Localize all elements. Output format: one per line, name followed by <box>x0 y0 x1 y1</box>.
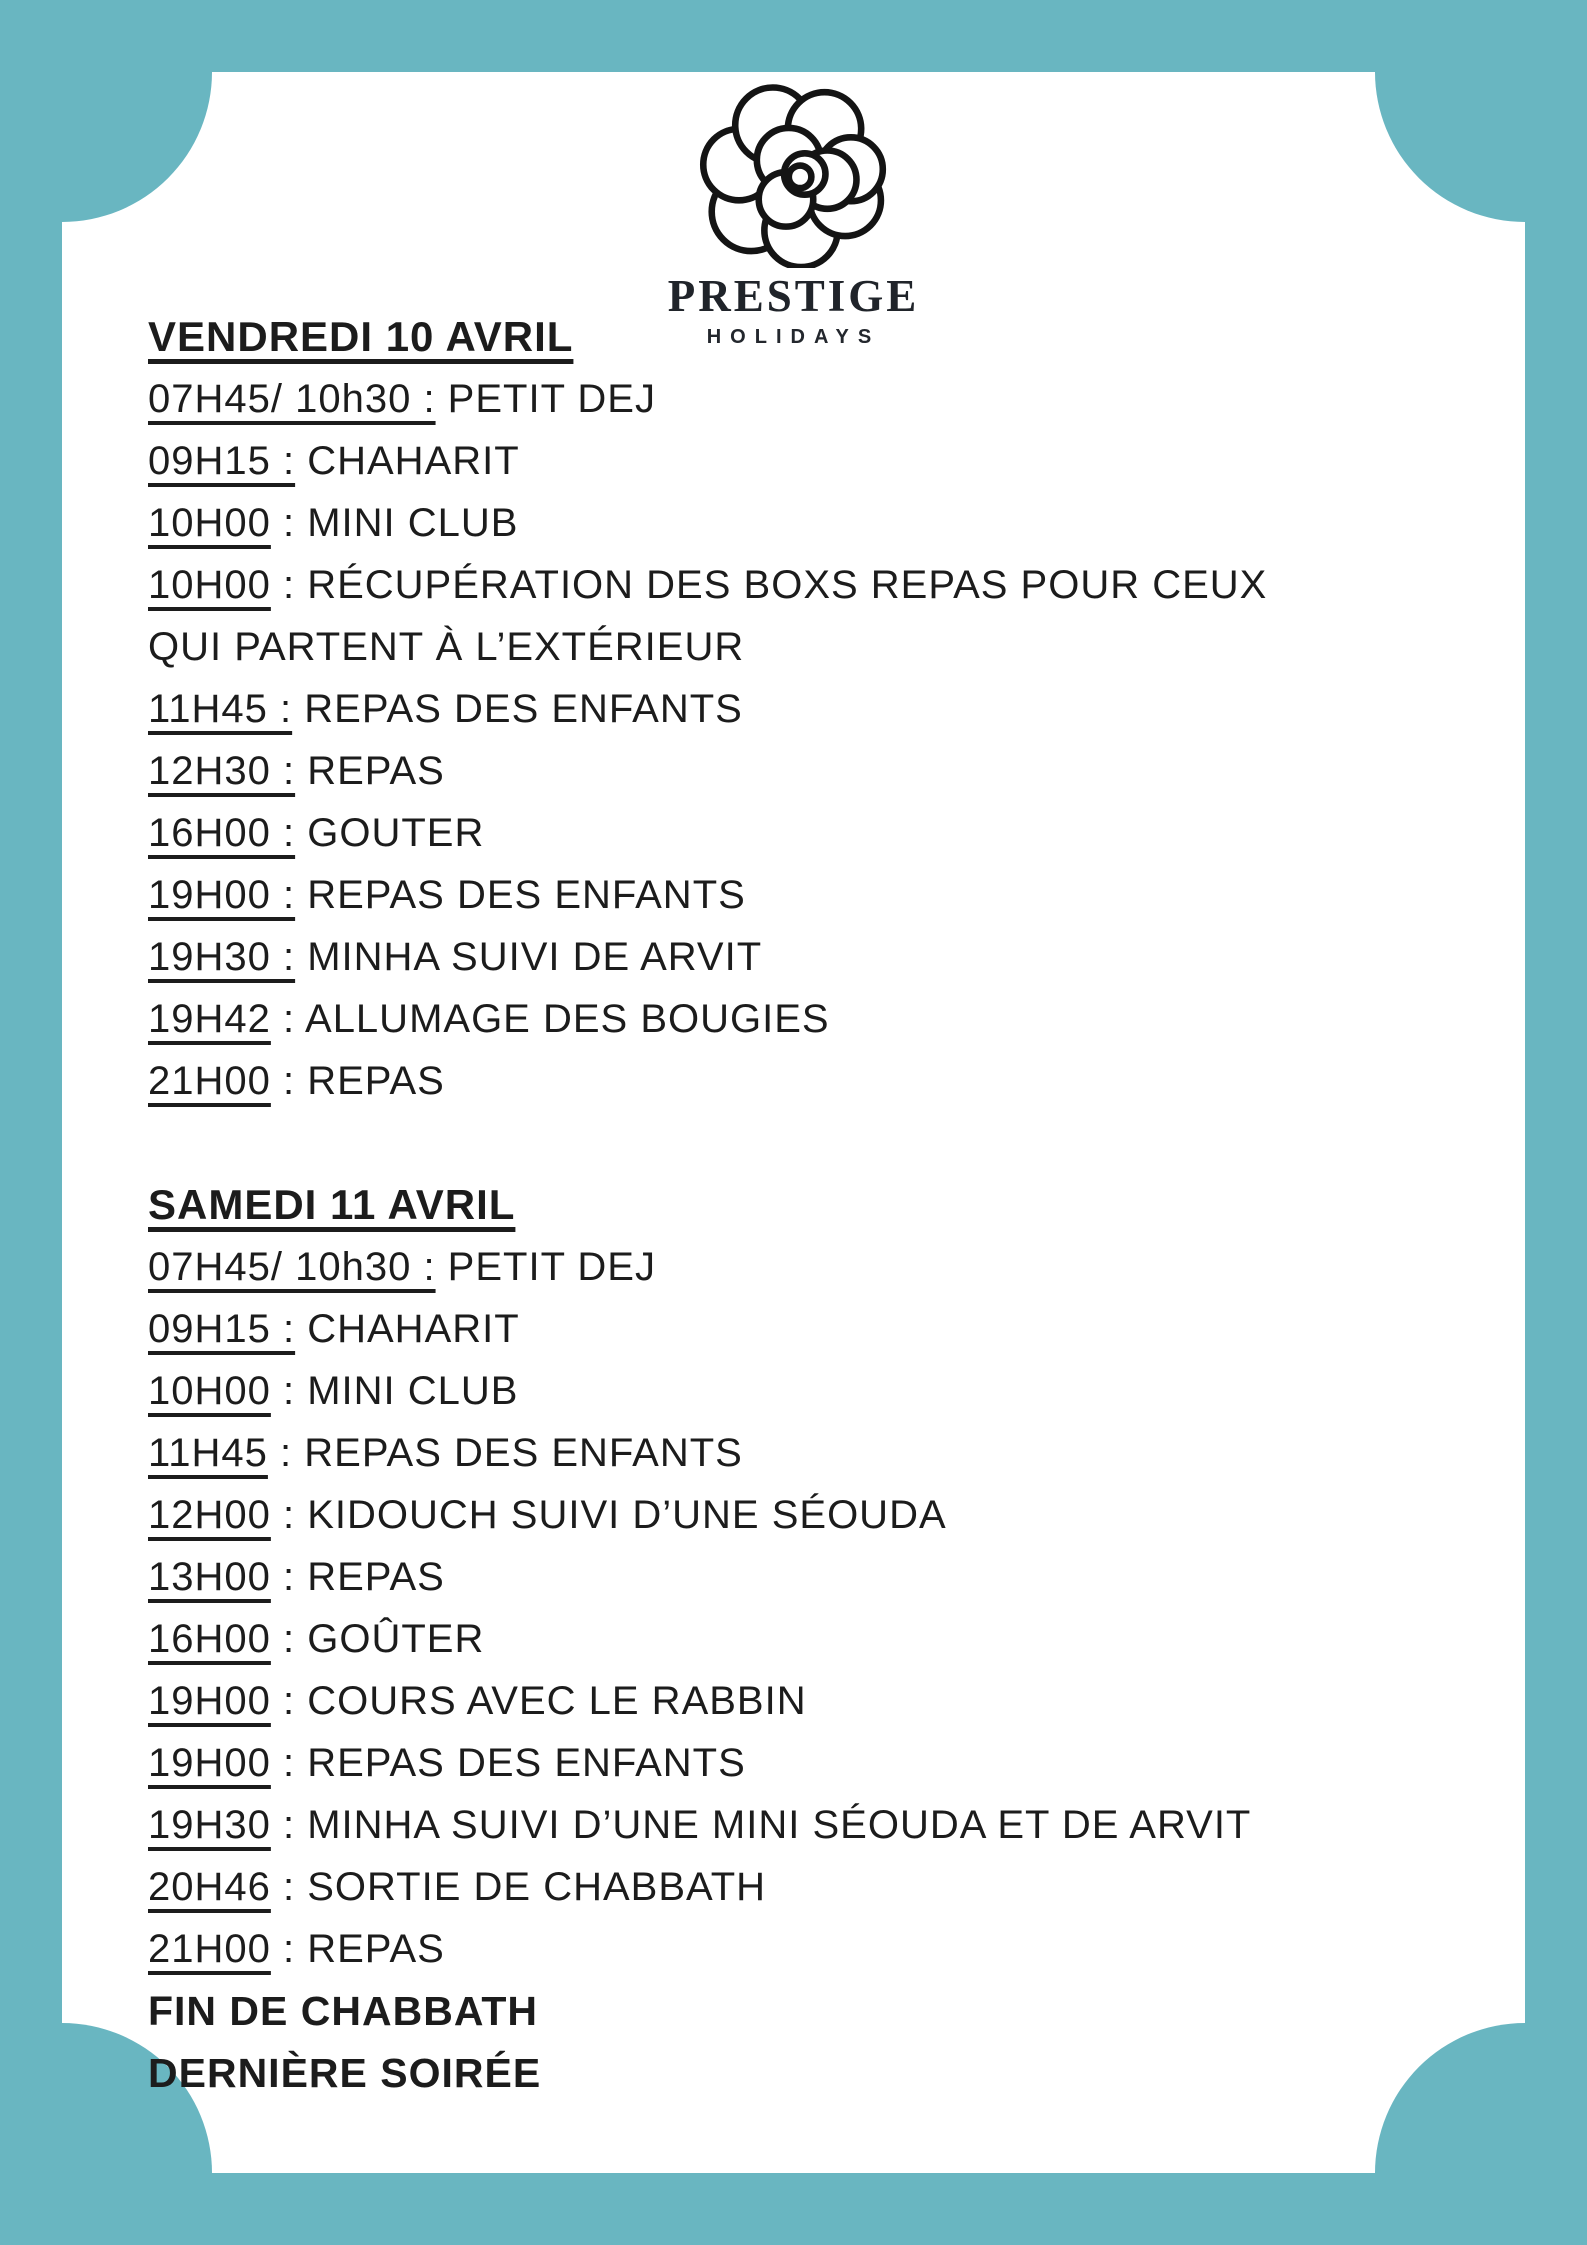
entry-activity: CHAHARIT <box>295 439 520 483</box>
section-heading: VENDREDI 10 AVRIL <box>148 313 574 360</box>
entry-activity: : MINHA SUIVI D’UNE MINI SÉOUDA ET DE ARVIT <box>270 1803 1252 1847</box>
entry-time: 11H45 : <box>148 687 293 731</box>
brand-name: PRESTIGE <box>667 271 920 321</box>
schedule-entry <box>148 1856 1478 1918</box>
section-heading: SAMEDI 11 AVRIL <box>148 1181 516 1228</box>
schedule-entry <box>148 678 1478 740</box>
schedule-entry <box>148 1298 1478 1360</box>
entry-activity: GOUTER <box>295 811 485 855</box>
schedule-entry <box>148 1484 1478 1546</box>
schedule-entry <box>148 1670 1478 1732</box>
entry-time: 19H42 <box>148 997 271 1041</box>
schedule-entry <box>148 988 1478 1050</box>
entry-activity: : KIDOUCH SUIVI D’UNE SÉOUDA <box>270 1493 947 1537</box>
entry-time: 21H00 <box>148 1059 271 1103</box>
entry-activity: : COURS AVEC LE RABBIN <box>270 1679 807 1723</box>
entry-time: 10H00 <box>148 563 271 607</box>
schedule-entry <box>148 802 1478 864</box>
entry-activity: : MINI CLUB <box>270 501 519 545</box>
schedule-entry <box>148 1360 1478 1422</box>
entry-time: 16H00 : <box>148 811 296 855</box>
entry-time: 19H00 : <box>148 873 296 917</box>
content-card <box>62 72 1525 2173</box>
schedule-entry <box>148 1732 1478 1794</box>
schedule-entry <box>148 1422 1478 1484</box>
entry-time: 12H00 <box>148 1493 271 1537</box>
entry-activity: : SORTIE DE CHABBATH <box>270 1865 767 1909</box>
entry-time: 13H00 <box>148 1555 271 1599</box>
brand-subtitle: HOLIDAYS <box>706 326 881 348</box>
schedule-entry <box>148 368 1478 430</box>
entry-activity: MINHA SUIVI DE ARVIT <box>295 935 763 979</box>
entry-activity: : REPAS <box>270 1555 445 1599</box>
schedule-entry <box>148 1608 1478 1670</box>
entry-time: 07H45/ 10h30 : <box>148 1245 436 1289</box>
schedule-entry <box>148 926 1478 988</box>
entry-time: 10H00 <box>148 501 271 545</box>
schedule-entry <box>148 554 1478 616</box>
entry-time: 19H00 <box>148 1679 271 1723</box>
entry-activity: REPAS <box>295 749 445 793</box>
schedule-entry-continuation: QUI PARTENT À L’EXTÉRIEUR <box>148 625 745 669</box>
schedule-entry <box>148 864 1478 926</box>
entry-activity: : RÉCUPÉRATION DES BOXS REPAS POUR CEUX <box>270 563 1268 607</box>
entry-time: 19H00 <box>148 1741 271 1785</box>
schedule-entry <box>148 1236 1478 1298</box>
schedule-entry <box>148 740 1478 802</box>
entry-time: 19H30 : <box>148 935 296 979</box>
schedule-entry <box>148 1918 1478 1980</box>
entry-activity: : REPAS DES ENFANTS <box>270 1741 746 1785</box>
schedule-entry <box>148 1546 1478 1608</box>
entry-time: 09H15 : <box>148 1307 296 1351</box>
entry-time: 20H46 <box>148 1865 271 1909</box>
footer-note: FIN DE CHABBATH <box>148 1988 539 2034</box>
entry-activity: : GOÛTER <box>270 1617 485 1661</box>
entry-time: 07H45/ 10h30 : <box>148 377 436 421</box>
footer-note: DERNIÈRE SOIRÉE <box>148 2050 542 2096</box>
schedule-entry <box>148 492 1478 554</box>
schedule-entry <box>148 1794 1478 1856</box>
entry-activity: : MINI CLUB <box>270 1369 519 1413</box>
entry-time: 21H00 <box>148 1927 271 1971</box>
entry-activity: : REPAS <box>270 1927 445 1971</box>
entry-activity: : REPAS DES ENFANTS <box>267 1431 743 1475</box>
entry-activity: REPAS DES ENFANTS <box>295 873 746 917</box>
entry-activity: CHAHARIT <box>295 1307 520 1351</box>
schedule-entry <box>148 1050 1478 1112</box>
entry-time: 11H45 <box>148 1431 268 1475</box>
entry-activity: : REPAS <box>270 1059 445 1103</box>
entry-time: 16H00 <box>148 1617 271 1661</box>
entry-activity: REPAS DES ENFANTS <box>292 687 743 731</box>
entry-time: 12H30 : <box>148 749 296 793</box>
schedule-entry <box>148 430 1478 492</box>
entry-time: 10H00 <box>148 1369 271 1413</box>
entry-activity: : ALLUMAGE DES BOUGIES <box>270 997 830 1041</box>
entry-time: 19H30 <box>148 1803 271 1847</box>
section-gap <box>148 1112 1478 1174</box>
entry-activity: PETIT DEJ <box>435 1245 656 1289</box>
entry-time: 09H15 : <box>148 439 296 483</box>
schedule <box>148 72 1478 2104</box>
entry-activity: PETIT DEJ <box>435 377 656 421</box>
